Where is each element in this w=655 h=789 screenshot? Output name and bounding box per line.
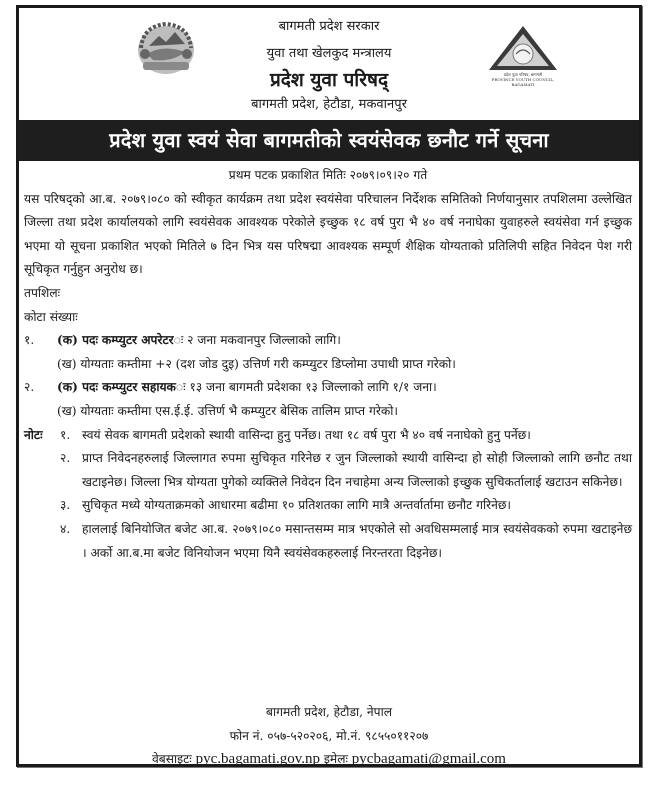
government-name: बागमती प्रदेश सरकार	[278, 19, 380, 34]
notice-title: प्रदेश युवा स्वयं सेवा बागमतीको स्वयंसेवक छनौट गर्ने सूचना	[19, 120, 639, 161]
position-number: १.	[24, 333, 35, 348]
organization-name: प्रदेश युवा परिषद्	[269, 69, 389, 91]
notice-frame	[16, 5, 642, 767]
note-text: स्वयं सेवक बागमती प्रदेशको स्थायी वासिन्दा हुनु पर्नेछ। तथा १८ वर्ष पुरा भै ४० वर्ष ननाघेको हुनु पर्नेछ।	[82, 427, 531, 442]
footer-phone: फोन नं. ०५७-५२०२०६, मो.नं. ९८५५०११२०७	[229, 728, 429, 743]
email-label: इमेलः	[323, 752, 348, 766]
youth-council-logo-icon	[483, 24, 563, 72]
email-link[interactable]: pycbagamati@gmail.com	[351, 751, 506, 767]
position-prefix: (क) पदः	[57, 333, 98, 348]
note-text: सुचिकृत मध्ये योग्यताक्रमको आधारमा बढीमा १० प्रतिशतका लागि मात्रै अन्तर्वार्तामा छनौट गरिनेछ।	[82, 498, 512, 513]
position-quota: ः २ जना मकवानपुर जिल्लाको लागि।	[173, 333, 341, 348]
intro-paragraph: यस परिषद्को आ.ब. २०७९।०८० को स्वीकृत कार्यक्रम तथा प्रदेश स्वयंसेवा परिचालन निर्देशक समितिको निर्णयानुसार तपशिलमा उल्लेखित जिल्ला तथा प्रदेश कार्यालयको लागि स्वयंसेवक आवश्यक परेकोले इच्छुक १८ वर्ष पुरा भै ४० वर्ष ननाघेका युवाहरुले स्वयंसेवा गर्न इच्छुक भएमा यो सूचना प्रकाशित भएको मितिले ७ दिन भित्र यस परिषद्मा आवश्यक सम्पूर्ण शैक्षिक योग्यताको प्रतिलिपी सहित निवेदन पेश गरी सूचिकृत गर्नुहुन अनुरोध छ।	[24, 191, 632, 277]
footer-address: बागमती प्रदेश, हेटौडा, नेपाल	[266, 705, 392, 719]
note-number: ३.	[60, 498, 71, 513]
position-qualification: (ख) योग्यताः कम्तीमा +२ (दश जोड दुइ) उत्तिर्ण गरी कम्प्युटर डिप्लोमा उपाधी प्राप्त गरेको।	[57, 356, 456, 371]
note-text: हाललाई बिनियोजित बजेट आ.ब. २०७९।०८० मसान्तसम्म मात्र भएकोले सो अवधिसम्मलाई मात्र स्वयंसेवकको रुपमा खटाइनेछ । अर्को आ.ब.मा बजेट विनियोजन भएमा यिनै स्वयंसेवकहरुलाई निरन्तरता दिइनेछ।	[82, 521, 632, 560]
note-number: २.	[60, 451, 71, 466]
position-item	[24, 376, 632, 423]
details-label: तपशिलः	[24, 285, 61, 300]
notes-label: नोटः	[24, 427, 43, 442]
position-item	[24, 329, 632, 376]
note-item	[24, 494, 632, 518]
note-item	[24, 447, 632, 494]
position-title: कम्प्युटर सहायक	[102, 380, 176, 395]
position-prefix: (क) पदः	[57, 380, 103, 395]
position-qualification: (ख) योग्यताः कम्तीमा एस.ई.ई. उत्तिर्ण भै कम्प्युटर बेसिक तालिम प्राप्त गरेको।	[57, 403, 398, 418]
note-text: प्राप्त निवेदनहरुलाई जिल्लागत रुपमा सुचिकृत गरिनेछ र जुन जिल्लाको स्थायी वासिन्दा हो सोही जिल्लाको लागि छनौट तथा खटाइनेछ। जिल्ला भित्र योग्यता पुगेको व्यक्तिले निवेदन दिन नचाहेमा अन्य जिल्लाको इच्छुक सुचिकर्तालाई खटाउन सकिनेछ।	[82, 451, 632, 489]
notice-body	[24, 164, 632, 565]
province-youth-council-logo	[483, 24, 563, 86]
logo-caption: प्रदेश युवा परिषद, बागमती PROVINCE YOUTH COUNCIL, BAGAMATI	[491, 72, 555, 87]
website-label: वेबसाइटः	[152, 752, 192, 766]
organization-address: बागमती प्रदेश, हेटौडा, मकवानपुर	[251, 97, 407, 112]
notice-header	[19, 8, 639, 121]
footer-contact	[19, 748, 639, 772]
position-number: २.	[24, 380, 35, 395]
note-item	[24, 518, 632, 565]
position-title: कम्प्युटर अपरेटर	[101, 333, 174, 348]
quota-label: कोटा संख्याः	[24, 309, 78, 324]
position-quota: ः १३ जना बागमती प्रदेशका १३ जिल्लाको लागि १/१ जना।	[175, 380, 437, 395]
note-number: १.	[60, 427, 71, 442]
publication-date: प्रथम पटक प्रकाशित मितिः २०७९।०९।२० गते	[228, 168, 428, 182]
website-link[interactable]: pyc.bagamati.gov.np	[195, 751, 321, 767]
ministry-name: युवा तथा खेलकुद मन्त्रालय	[266, 46, 392, 61]
note-number: ४.	[60, 521, 71, 536]
note-item	[24, 424, 632, 448]
notice-footer	[19, 701, 639, 772]
